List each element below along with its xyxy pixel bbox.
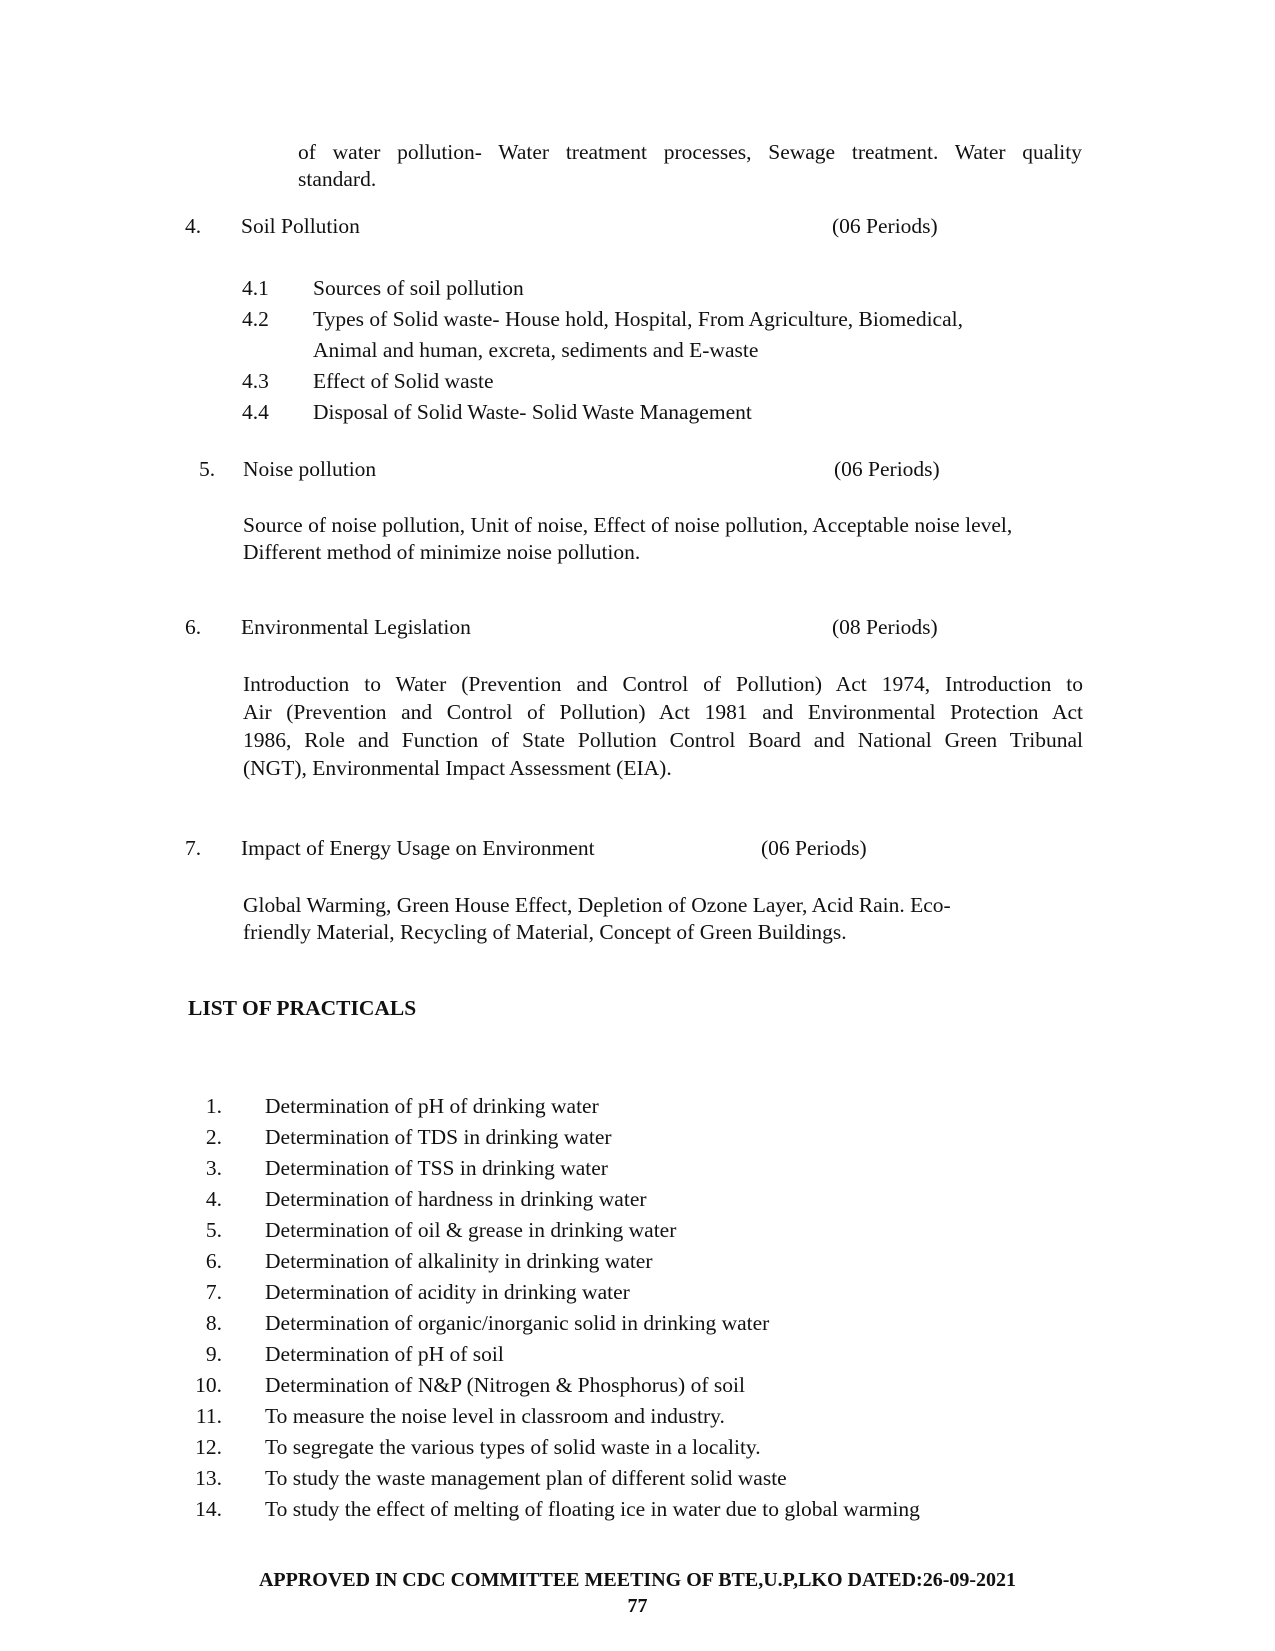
list-item-number: 10. — [195, 1373, 222, 1397]
subtopic-text: Animal and human, excreta, sediments and E-waste — [313, 338, 759, 362]
section-7-number: 7. — [185, 836, 202, 860]
list-item-text: To study the effect of melting of floating ice in water due to global warming — [265, 1497, 920, 1521]
intro-paragraph — [298, 139, 1082, 193]
section-5-title: Noise pollution — [243, 457, 377, 481]
list-item — [190, 1372, 1090, 1402]
list-item-number: 7. — [205, 1280, 222, 1304]
list-item — [190, 1310, 1090, 1340]
list-item-text: Determination of N&P (Nitrogen & Phosphorus) of soil — [265, 1373, 745, 1397]
section-7-line-1: Global Warming, Green House Effect, Depletion of Ozone Layer, Acid Rain. Eco- — [243, 893, 951, 917]
section-6-title: Environmental Legislation — [241, 615, 471, 639]
section-6-paragraph — [243, 670, 1083, 782]
practicals-heading: LIST OF PRACTICALS — [188, 996, 417, 1020]
list-item — [190, 1093, 1090, 1123]
list-item-text: To measure the noise level in classroom and industry. — [265, 1404, 725, 1428]
subtopic-text: Disposal of Solid Waste- Solid Waste Management — [313, 400, 752, 424]
subtopic-number: 4.1 — [242, 276, 269, 300]
section-5-line-2: Different method of minimize noise pollution. — [243, 539, 641, 564]
page-number: 77 — [627, 1595, 648, 1617]
section-6-line-2: Air (Prevention and Control of Pollution) Act 1981 and Environmental Protection Act — [243, 700, 1083, 724]
list-item — [190, 1186, 1090, 1216]
subtopic-number: 4.3 — [242, 369, 269, 393]
section-7-line-2: friendly Material, Recycling of Material, Concept of Green Buildings. — [243, 919, 847, 944]
list-item-number: 12. — [195, 1435, 222, 1459]
section-7-paragraph — [243, 892, 1063, 946]
section-6-line-4: (NGT), Environmental Impact Assessment (EIA). — [243, 756, 672, 780]
list-item — [190, 1341, 1090, 1371]
list-item — [190, 1279, 1090, 1309]
section-5-periods: (06 Periods) — [834, 457, 940, 481]
section-6-periods: (08 Periods) — [832, 615, 938, 639]
list-item-number: 13. — [195, 1466, 222, 1490]
section-7-periods: (06 Periods) — [761, 836, 867, 860]
list-item-text: To segregate the various types of solid waste in a locality. — [265, 1435, 761, 1459]
section-4-periods: (06 Periods) — [832, 214, 938, 238]
list-item-number: 6. — [205, 1249, 222, 1273]
list-item — [190, 1155, 1090, 1185]
section-7-title: Impact of Energy Usage on Environment — [241, 836, 595, 860]
list-item-number: 4. — [205, 1187, 222, 1211]
list-item-number: 9. — [205, 1342, 222, 1366]
section-5-line-1: Source of noise pollution, Unit of noise, Effect of noise pollution, Acceptable noise level, — [243, 513, 1013, 537]
list-item-text: Determination of TDS in drinking water — [265, 1125, 612, 1149]
subtopic-text: Types of Solid waste- House hold, Hospital, From Agriculture, Biomedical, — [313, 307, 963, 331]
section-6-number: 6. — [185, 615, 202, 639]
list-item-text: Determination of acidity in drinking water — [265, 1280, 630, 1304]
list-item-text: Determination of hardness in drinking water — [265, 1187, 647, 1211]
footer-approval: APPROVED IN CDC COMMITTEE MEETING OF BTE,U.P,LKO DATED:26-09-2021 — [258, 1569, 1017, 1591]
list-item — [190, 1434, 1090, 1464]
section-4-title: Soil Pollution — [241, 214, 360, 238]
list-item — [190, 1465, 1090, 1495]
list-item — [190, 1248, 1090, 1278]
subtopic-number: 4.4 — [242, 400, 269, 424]
section-6-line-3: 1986, Role and Function of State Pollution Control Board and National Green Tribunal — [243, 728, 1083, 752]
subtopic-number: 4.2 — [242, 307, 269, 331]
list-item-number: 8. — [205, 1311, 222, 1335]
subtopic-text: Effect of Solid waste — [313, 369, 494, 393]
section-4-number: 4. — [185, 214, 202, 238]
list-item — [190, 1217, 1090, 1247]
list-item-number: 1. — [205, 1094, 222, 1118]
list-item — [190, 1124, 1090, 1154]
list-item-number: 11. — [195, 1404, 222, 1428]
list-item-text: Determination of alkalinity in drinking water — [265, 1249, 653, 1273]
list-item-number: 5. — [205, 1218, 222, 1242]
list-item — [190, 1403, 1090, 1433]
subtopic-text: Sources of soil pollution — [313, 276, 524, 300]
list-item-number: 3. — [205, 1156, 222, 1180]
list-item-text: To study the waste management plan of different solid waste — [265, 1466, 787, 1490]
list-item-number: 14. — [195, 1497, 222, 1521]
list-item-text: Determination of TSS in drinking water — [265, 1156, 608, 1180]
list-item-text: Determination of oil & grease in drinking water — [265, 1218, 677, 1242]
section-5-number: 5. — [199, 457, 216, 481]
list-item-text: Determination of pH of drinking water — [265, 1094, 599, 1118]
list-item-number: 2. — [205, 1125, 222, 1149]
list-item-text: Determination of organic/inorganic solid in drinking water — [265, 1311, 770, 1335]
intro-line-1: of water pollution- Water treatment processes, Sewage treatment. Water quality — [298, 140, 1082, 164]
section-6-line-1: Introduction to Water (Prevention and Control of Pollution) Act 1974, Introduction to — [243, 672, 1083, 696]
list-item-text: Determination of pH of soil — [265, 1342, 504, 1366]
list-item — [190, 1496, 1090, 1526]
section-5-paragraph — [243, 512, 1085, 566]
intro-line-2: standard. — [298, 166, 377, 191]
